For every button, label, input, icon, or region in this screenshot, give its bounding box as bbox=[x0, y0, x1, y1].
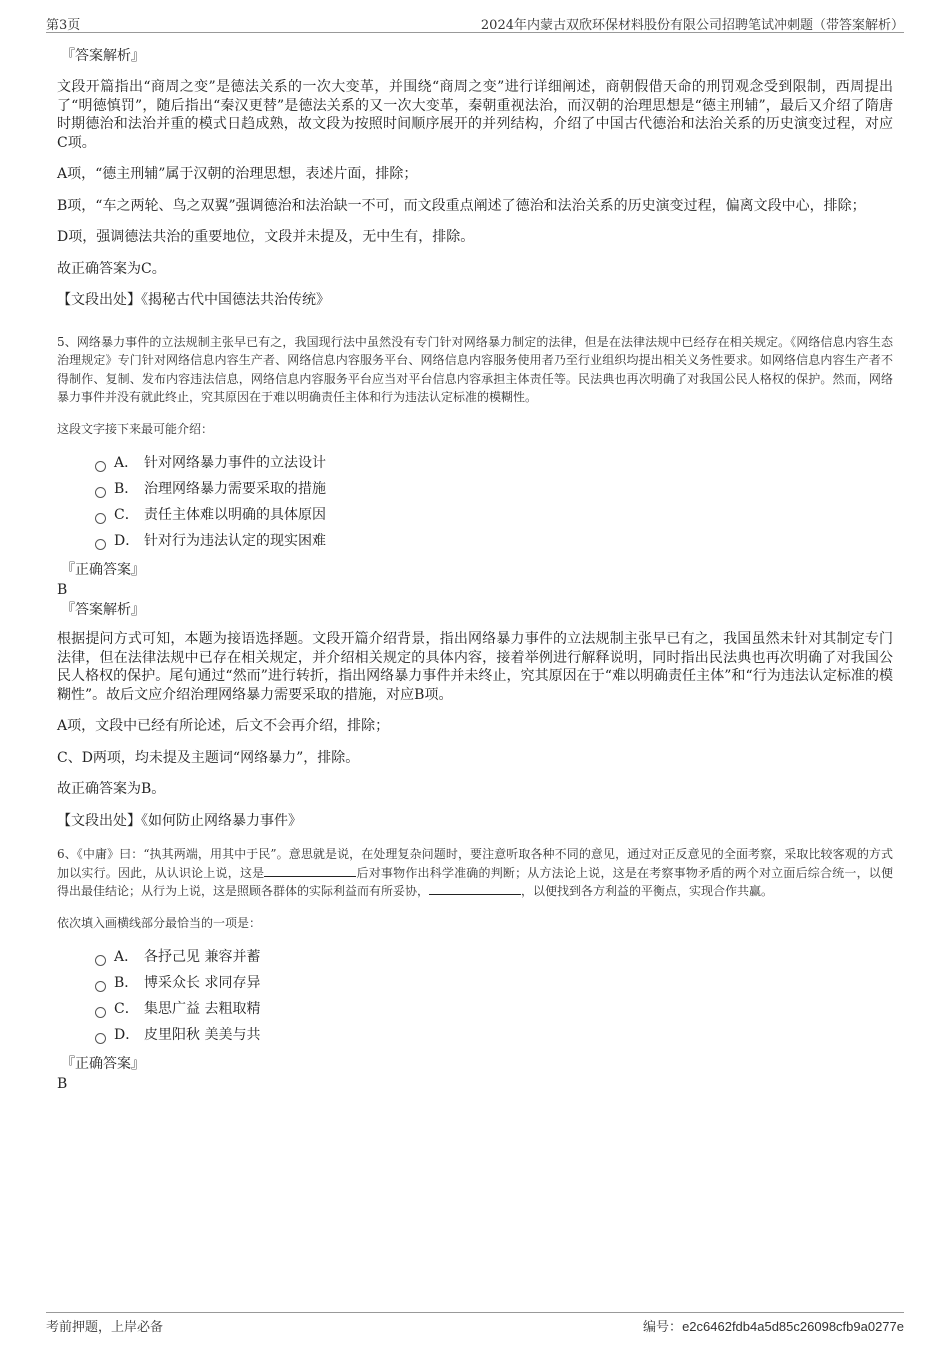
correct-answer-statement: 故正确答案为C。 bbox=[57, 260, 166, 277]
option-d[interactable]: D． 针对行为违法认定的现实困难 bbox=[95, 528, 893, 554]
answer-value: B bbox=[57, 1076, 68, 1092]
analysis-option-d: D项，强调德法共治的重要地位，文段并未提及，无中生有，排除。 bbox=[57, 229, 475, 245]
question-5-prompt: 这段文字接下来最可能介绍： bbox=[57, 421, 214, 436]
radio-icon[interactable] bbox=[95, 487, 106, 498]
analysis-paragraph: 文段开篇指出“商周之变”是德法关系的一次大变革，并围绕“商周之变”进行详细阐述，商朝假借天命的刑罚观念受到限制，西周提出了“明德慎罚”，随后指出“秦汉更替”是德法关系的又一次大变革，秦朝重视法治，而汉朝的治理思想是“德主刑辅”，最后又介绍了隋唐时期德治和法治并重的模式日趋成熟，故文段为按照时间顺序展开的并列结构，介绍了中国古代德治和法治关系的历史演变过程，对应C项。 bbox=[57, 79, 893, 151]
question-5-stem: 5、网络暴力事件的立法规制主张早已有之，我国现行法中虽然没有专门针对网络暴力制定的法律，但是在法律法规中已经存在相关规定。《网络信息内容生态治理规定》专门针对网络信息内容生产者、网络信息内容服务平台、网络信息内容服务使用者乃至行业组织均提出相关义务性要求。如网络信息内容生产者不得制作、复制、发布内容违法信息，网络信息内容服务平台应当对平台信息内容承担主体责任等。民法典也再次明确了对我国公民人格权的保护。然而，网络暴力事件并没有就此终止，究其原因在于难以明确责任主体和行为违法认定标准的模糊性。 bbox=[57, 334, 893, 404]
analysis-option-cd: C、D两项，均未提及主题词“网络暴力”，排除。 bbox=[57, 749, 360, 766]
option-a[interactable]: A． 各抒己见 兼容并蓄 bbox=[95, 944, 893, 970]
option-b[interactable]: B． 治理网络暴力需要采取的措施 bbox=[95, 476, 893, 502]
document-code: 编号：e2c6462fdb4a5d85c26098cfb9a0277e bbox=[643, 1319, 904, 1335]
footer-slogan: 考前押题，上岸必备 bbox=[46, 1320, 164, 1335]
question-6-prompt: 依次填入画横线部分最恰当的一项是： bbox=[57, 915, 262, 930]
passage-source: 【文段出处】《揭秘古代中国德法共治传统》 bbox=[57, 292, 330, 308]
answer-value: B bbox=[57, 582, 68, 598]
fill-blank-2 bbox=[429, 882, 521, 895]
question-6-options bbox=[95, 944, 893, 1048]
radio-icon[interactable] bbox=[95, 1033, 106, 1044]
option-a[interactable]: A． 针对网络暴力事件的立法设计 bbox=[95, 450, 893, 476]
option-d[interactable]: D． 皮里阳秋 美美与共 bbox=[95, 1022, 893, 1048]
radio-icon[interactable] bbox=[95, 1007, 106, 1018]
radio-icon[interactable] bbox=[95, 981, 106, 992]
analysis-label: 『答案解析』 bbox=[61, 48, 145, 64]
analysis-option-b: B项，“车之两轮、鸟之双翼”强调德治和法治缺一不可，而文段重点阐述了德治和法治关系的历史演变过程，偏离文段中心，排除； bbox=[57, 197, 866, 214]
passage-source: 【文段出处】《如何防止网络暴力事件》 bbox=[57, 812, 302, 829]
page-number: 第3页 bbox=[46, 18, 81, 33]
radio-icon[interactable] bbox=[95, 513, 106, 524]
option-c[interactable]: C． 集思广益 去粗取精 bbox=[95, 996, 893, 1022]
fill-blank-1 bbox=[264, 864, 356, 877]
analysis-label: 『答案解析』 bbox=[61, 602, 145, 618]
page-footer bbox=[46, 1312, 904, 1335]
answer-label: 『正确答案』 bbox=[61, 562, 145, 578]
correct-answer-statement: 故正确答案为B。 bbox=[57, 781, 166, 797]
page-content bbox=[57, 46, 893, 1094]
analysis-option-a: A项，“德主刑辅”属于汉朝的治理思想，表述片面，排除； bbox=[57, 166, 418, 182]
question-6-stem: 6、《中庸》曰：“执其两端，用其中于民”。意思就是说，在处理复杂问题时，要注意听取各种不同的意见，通过对正反意见的全面考察，采取比较客观的方式加以实行。因此，从认识论上说，这是 后对事物作出科学准确的判断；从方法论上说，这是在考察事物矛盾的两个对立面后综合统一，以便得出最佳结论；从行为上说，这是照顾各群体的实际利益而有所妥协， ，以便找到各方利益的平衡点，实现合作共赢。 bbox=[57, 847, 893, 898]
question-5-options bbox=[95, 450, 893, 554]
analysis-paragraph: 根据提问方式可知，本题为接语选择题。文段开篇介绍背景，指出网络暴力事件的立法规制主张早已有之，我国虽然未针对其制定专门法律，但在法律法规中已存在相关规定，并介绍相关规定的具体内容，接着举例进行解释说明，同时指出民法典也再次明确了对我国公民人格权的保护。尾句通过“然而”进行转折，指出网络暴力事件并未终止，究其原因在于“难以明确责任主体”和“行为违法认定标准的模糊性”。故后文应介绍治理网络暴力需要采取的措施，对应B项。 bbox=[57, 631, 893, 703]
page-header bbox=[46, 14, 904, 33]
answer-label: 『正确答案』 bbox=[61, 1056, 145, 1072]
radio-icon[interactable] bbox=[95, 955, 106, 966]
analysis-option-a: A项，文段中已经有所论述，后文不会再介绍，排除； bbox=[57, 718, 390, 734]
radio-icon[interactable] bbox=[95, 461, 106, 472]
radio-icon[interactable] bbox=[95, 539, 106, 550]
option-c[interactable]: C． 责任主体难以明确的具体原因 bbox=[95, 502, 893, 528]
option-b[interactable]: B． 博采众长 求同存异 bbox=[95, 970, 893, 996]
document-title: 2024年内蒙古双欣环保材料股份有限公司招聘笔试冲刺题（带答案解析） bbox=[480, 18, 904, 33]
